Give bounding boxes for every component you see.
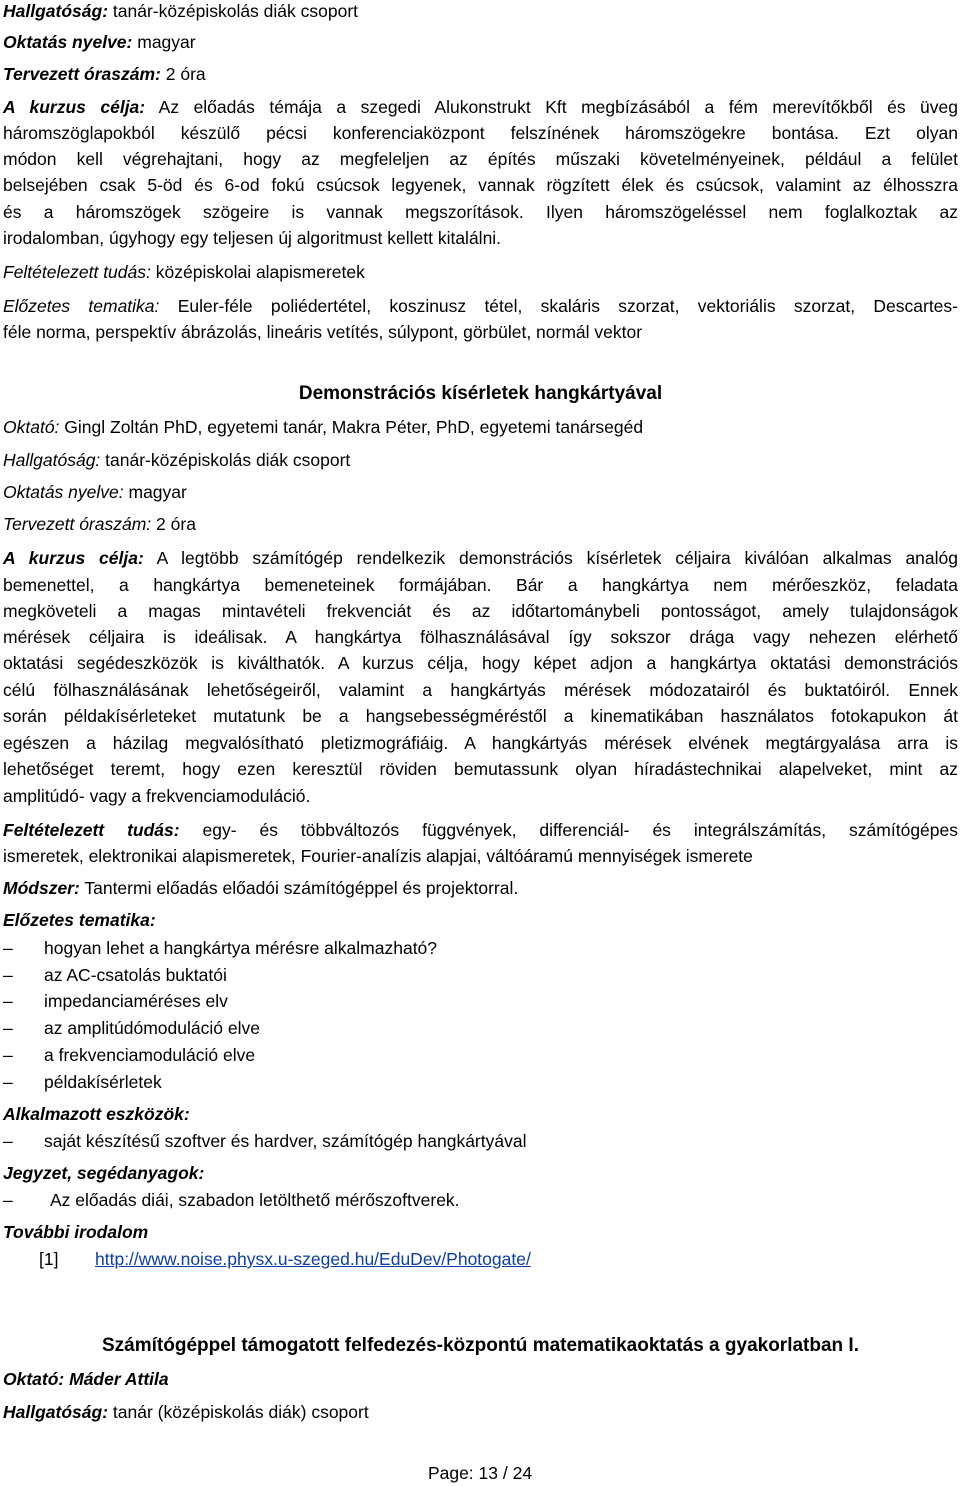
s2-topic-text: az AC-csatolás buktatói xyxy=(44,965,227,985)
s2-language-value: magyar xyxy=(128,482,187,502)
s2-goal-line-5: oktatási segédeszközök is kiválthatók. A kurzus célja, hogy képet adjon a hangkártya oktatási demonstrációs xyxy=(3,653,958,673)
s3-instructor-label: Oktató: xyxy=(3,1369,65,1389)
dash-bullet-icon: – xyxy=(3,1131,13,1151)
reference-number: [1] xyxy=(39,1249,59,1269)
s3-audience-line xyxy=(3,1401,958,1423)
s2-topic-text: a frekvenciamoduláció elve xyxy=(44,1045,256,1065)
s2-tool-text: saját készítésű szoftver és hardver, számítógép hangkártyával xyxy=(44,1131,527,1151)
s2-prereq-line-1 xyxy=(3,819,958,841)
s2-goal-line-4: mérések céljaira is ideálisak. A hangkártya fölhasználásával így sokszor drága vagy nehezen elérhető xyxy=(3,627,958,647)
s2-goal-text-1: A legtöbb számítógép rendelkezik demonstrációs kísérletek céljaira kiválóan alkalmas analóg xyxy=(156,548,958,568)
s2-topics-label: Előzetes tematika: xyxy=(3,910,156,930)
s2-goal-line-7: során példakísérleteket mutatunk be a hangsebességméréstől a kinematikában használatos fotokapukon át xyxy=(3,706,958,726)
s2-goal-line-8: egészen a házilag megvalósítható pletizmográfiáig. A hangkártyás mérések elvének megtárgyalása arra is xyxy=(3,733,958,753)
s3-instructor-line xyxy=(3,1368,958,1390)
s1-topics-line-2: féle norma, perspektív ábrázolás, lineáris vetítés, súlypont, görbület, normál vektor xyxy=(3,322,643,342)
s1-language-label: Oktatás nyelve: xyxy=(3,32,133,52)
s2-method-value: Tantermi előadás előadói számítógéppel és projektorral. xyxy=(84,878,519,898)
page-number: Page: 13 / 24 xyxy=(427,1463,533,1483)
s2-goal-line-10: amplitúdó- vagy a frekvenciamoduláció. xyxy=(3,786,311,806)
dash-bullet-icon: – xyxy=(3,1072,13,1092)
s1-goal-line-6: irodalomban, úgyhogy egy teljesen új algoritmust kellett kitalálni. xyxy=(3,228,502,248)
s1-goal-text-1: Az előadás témája a szegedi Alukonstrukt Kft megbízásából a fém merevítőkből és üveg xyxy=(158,97,958,117)
reference-link[interactable]: http://www.noise.physx.u-szeged.hu/EduDev/Photogate/ xyxy=(95,1249,531,1269)
s1-hours-value: 2 óra xyxy=(165,64,206,84)
s2-goal-line-2: bemenettel, a hangkártya bemeneteinek formájában. Bár a hangkártya nem mérőeszköz, feladata xyxy=(3,575,958,595)
s2-topic-text: az amplitúdómoduláció elve xyxy=(44,1018,260,1038)
s1-hours-label: Tervezett óraszám: xyxy=(3,64,161,84)
s1-goal-line-4: belsejében csak 5-öd és 6-od fokú csúcsok legyenek, vannak rögzített élek és csúcsok, valamint az élhosszra xyxy=(3,175,958,195)
s3-title: Számítógéppel támogatott felfedezés-központú matematikaoktatás a gyakorlatban I. xyxy=(102,1335,859,1356)
s2-audience-line xyxy=(3,449,958,471)
dash-bullet-icon: – xyxy=(3,965,13,985)
s1-goal-line-1 xyxy=(3,96,958,118)
s2-hours-value: 2 óra xyxy=(156,514,196,534)
s2-topic-text: hogyan lehet a hangkártya mérésre alkalmazható? xyxy=(44,938,438,958)
s2-goal-line-3: megköveteli a magas mintavételi frekvenciát és az időtartománybeli pontosságot, amely tulajdonságok xyxy=(3,601,958,621)
s1-language-value: magyar xyxy=(137,32,196,52)
s1-topics-text-1: Euler-féle poliédertétel, koszinusz tétel, skaláris szorzat, vektoriális szorzat, Descartes- xyxy=(177,296,958,316)
s2-note-text: Az előadás diái, szabadon letölthető mérőszoftverek. xyxy=(50,1190,460,1210)
s1-topics-line-1 xyxy=(3,295,958,317)
s2-tools-label: Alkalmazott eszközök: xyxy=(3,1104,190,1124)
s2-goal-label: A kurzus célja: xyxy=(3,548,144,568)
s2-notes-label: Jegyzet, segédanyagok: xyxy=(3,1163,205,1183)
s3-audience-label: Hallgatóság: xyxy=(3,1402,109,1422)
s2-audience-label: Hallgatóság: xyxy=(3,450,101,470)
s1-goal-line-3: módon kell végrehajtani, hogy az megfeleljen az építés műszaki követelményeinek, például a felület xyxy=(3,149,958,169)
s2-language-line xyxy=(3,481,958,503)
s1-prereq-value: középiskolai alapismeretek xyxy=(155,262,365,282)
s2-prereq-line-2: ismeretek, elektronikai alapismeretek, Fourier-analízis alapjai, váltóáramú mennyiségek ismerete xyxy=(3,846,753,866)
dash-bullet-icon: – xyxy=(3,991,13,1011)
s2-instructor-label: Oktató: xyxy=(3,417,60,437)
s2-title: Demonstrációs kísérletek hangkártyával xyxy=(298,383,663,404)
dash-bullet-icon: – xyxy=(3,938,13,958)
s2-topic-text: példakísérletek xyxy=(44,1072,162,1092)
dash-bullet-icon: – xyxy=(3,1190,13,1210)
s1-audience-label: Hallgatóság: xyxy=(3,1,109,21)
s2-topic-text: impedanciaméréses elv xyxy=(44,991,228,1011)
dash-bullet-icon: – xyxy=(3,1045,13,1065)
s1-goal-line-2: háromszöglapokból készülő pécsi konferenciaközpont felszínének háromszögekre bontása. Ezt olyan xyxy=(3,123,958,143)
s2-instructor-line xyxy=(3,416,958,438)
s2-method-label: Módszer: xyxy=(3,878,80,898)
s1-goal-line-5: és a háromszögek szögeire is vannak megszorítások. Ilyen háromszögeléssel nem foglalkoztak az xyxy=(3,202,958,222)
s1-prereq-label: Feltételezett tudás: xyxy=(3,262,151,282)
s1-language-line xyxy=(3,31,958,53)
s2-instructor-value: Gingl Zoltán PhD, egyetemi tanár, Makra Péter, PhD, egyetemi tanársegéd xyxy=(64,417,644,437)
s1-topics-label: Előzetes tematika: xyxy=(3,296,160,316)
s2-audience-value: tanár-középiskolás diák csoport xyxy=(105,450,351,470)
dash-bullet-icon: – xyxy=(3,1018,13,1038)
s2-prereq-text-1: egy- és többváltozós függvények, differenciál- és integrálszámítás, számítógépes xyxy=(202,820,958,840)
s1-audience-value: tanár-középiskolás diák csoport xyxy=(112,1,359,21)
s2-language-label: Oktatás nyelve: xyxy=(3,482,124,502)
s2-prereq-label: Feltételezett tudás: xyxy=(3,820,180,840)
s2-hours-line xyxy=(3,513,958,535)
s3-audience-value: tanár (középiskolás diák) csoport xyxy=(112,1402,369,1422)
s1-goal-label: A kurzus célja: xyxy=(3,97,146,117)
s2-hours-label: Tervezett óraszám: xyxy=(3,514,152,534)
s2-goal-line-9: lehetőséget teremt, hogy ezen keresztül röviden bemutassunk olyan híradástechnikai alapelveket, mint az xyxy=(3,759,958,779)
s1-prereq-line xyxy=(3,261,958,283)
s2-goal-line-6: célú fölhasználásának lehetőségeiről, valamint a hangkártyás mérések módozatairól és buktatóiról. Ennek xyxy=(3,680,958,700)
s1-audience-line xyxy=(3,0,958,22)
s2-literature-label: További irodalom xyxy=(3,1222,149,1242)
s3-instructor-value: Máder Attila xyxy=(69,1369,169,1389)
s2-goal-line-1 xyxy=(3,547,958,569)
s2-method-line xyxy=(3,877,958,899)
s1-hours-line xyxy=(3,63,958,85)
